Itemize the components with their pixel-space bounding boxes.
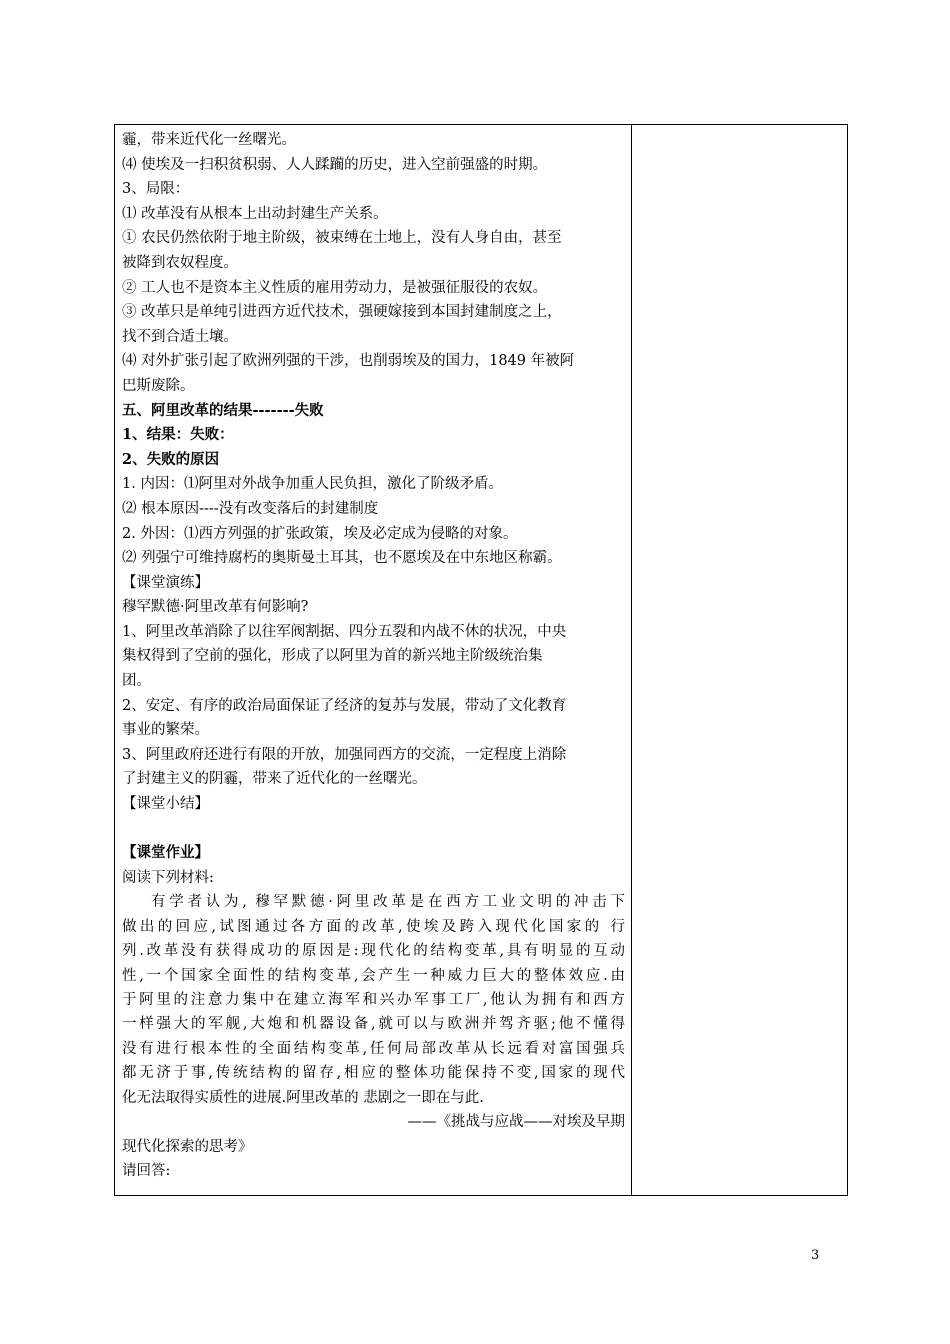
material-line: 化无法取得实质性的进展.阿里改革的 悲剧之一即在与此. bbox=[122, 1089, 484, 1106]
text-line: 1. 内因：⑴阿里对外战争加重人民负担，激化了阶级矛盾。 bbox=[122, 476, 503, 493]
text-line: 1、阿里改革消除了以往军阀割据、四分五裂和内战不休的状况，中央 bbox=[122, 623, 567, 640]
text-line: 1、结果：失败： bbox=[122, 426, 234, 444]
question-prompt: 请回答: bbox=[122, 1163, 171, 1180]
text-line: 了封建主义的阴霾，带来了近代化的一丝曙光。 bbox=[122, 771, 427, 788]
text-line: 【课堂演练】 bbox=[122, 574, 209, 591]
text-line: ⑴ 改革没有从根本上出动封建生产关系。 bbox=[122, 205, 388, 222]
document-table bbox=[114, 124, 848, 1196]
text-line: 被降到农奴程度。 bbox=[122, 254, 238, 271]
material-line: 性,一个国家全面性的结构变革,会产生一种威力巨大的整体效应.由 bbox=[122, 967, 625, 984]
text-line: 阅读下列材料: bbox=[122, 869, 214, 886]
text-line: 3、局限： bbox=[122, 181, 190, 198]
material-source-continued: 现代化探索的思考》 bbox=[122, 1138, 253, 1155]
text-line: 霾，带来近代化一丝曙光。 bbox=[122, 132, 296, 148]
reading-material bbox=[122, 890, 625, 1110]
text-line bbox=[122, 817, 625, 842]
text-line: 【课堂小结】 bbox=[122, 796, 209, 813]
text-lines bbox=[122, 128, 625, 890]
notes-cell bbox=[632, 125, 847, 1195]
material-line: 做出的回应,试图通过各方面的改革,使埃及跨入现代化国家的 行 bbox=[122, 918, 625, 935]
page-number: 3 bbox=[811, 1248, 820, 1263]
text-line: ⑵ 列强宁可维持腐朽的奥斯曼土耳其，也不愿埃及在中东地区称霸。 bbox=[122, 550, 562, 567]
text-line: 穆罕默德·阿里改革有何影响? bbox=[122, 599, 309, 616]
material-source: ——《挑战与应战——对埃及早期 bbox=[407, 1113, 625, 1130]
material-line: 都无济于事,传统结构的留存,相应的整体功能保持不变,国家的现代 bbox=[122, 1065, 625, 1082]
text-line: 团。 bbox=[122, 673, 151, 690]
text-line: 找不到合适土壤。 bbox=[122, 328, 238, 345]
text-line: ⑷ 对外扩张引起了欧洲列强的干涉，也削弱埃及的国力，1849 年被阿 bbox=[122, 353, 575, 370]
text-line: 【课堂作业】 bbox=[122, 844, 209, 862]
material-line: 一样强大的军舰,大炮和机器设备,就可以与欧洲并驾齐驱;他不懂得 bbox=[122, 1016, 625, 1033]
material-line: 列.改革没有获得成功的原因是:现代化的结构变革,具有明显的互动 bbox=[122, 943, 625, 960]
material-line: 没有进行根本性的全面结构变革,任何局部改革从长远看对富国强兵 bbox=[122, 1040, 625, 1057]
text-line: ⑷ 使埃及一扫积贫积弱、人人蹂躏的历史，进入空前强盛的时期。 bbox=[122, 156, 548, 173]
text-line: 2. 外因：⑴西方列强的扩张政策，埃及必定成为侵略的对象。 bbox=[122, 525, 518, 542]
text-line: 巴斯废除。 bbox=[122, 377, 195, 394]
text-line: ⑵ 根本原因----没有改变落后的封建制度 bbox=[122, 500, 379, 517]
text-line: ③ 改革只是单纯引进西方近代技术，强硬嫁接到本国封建制度之上， bbox=[122, 304, 562, 321]
text-line: ① 农民仍然依附于地主阶级，被束缚在土地上，没有人身自由，甚至 bbox=[122, 230, 562, 247]
material-line: 于阿里的注意力集中在建立海军和兴办军事工厂,他认为拥有和西方 bbox=[122, 991, 625, 1008]
text-line: 五、阿里改革的结果-------失败 bbox=[122, 401, 324, 419]
text-line: 事业的繁荣。 bbox=[122, 722, 209, 739]
text-line: ② 工人也不是资本主义性质的雇用劳动力，是被强征服役的农奴。 bbox=[122, 279, 548, 296]
text-line: 3、阿里政府还进行有限的开放，加强同西方的交流，一定程度上消除 bbox=[122, 746, 567, 763]
text-line: 集权得到了空前的强化，形成了以阿里为首的新兴地主阶级统治集 bbox=[122, 648, 543, 665]
material-line: 有学者认为, 穆罕默德·阿里改革是在西方工业文明的冲击下 bbox=[151, 894, 625, 911]
content-cell bbox=[115, 125, 632, 1195]
text-line: 2、安定、有序的政治局面保证了经济的复苏与发展，带动了文化教育 bbox=[122, 697, 567, 714]
text-line: 2、失败的原因 bbox=[122, 450, 220, 468]
